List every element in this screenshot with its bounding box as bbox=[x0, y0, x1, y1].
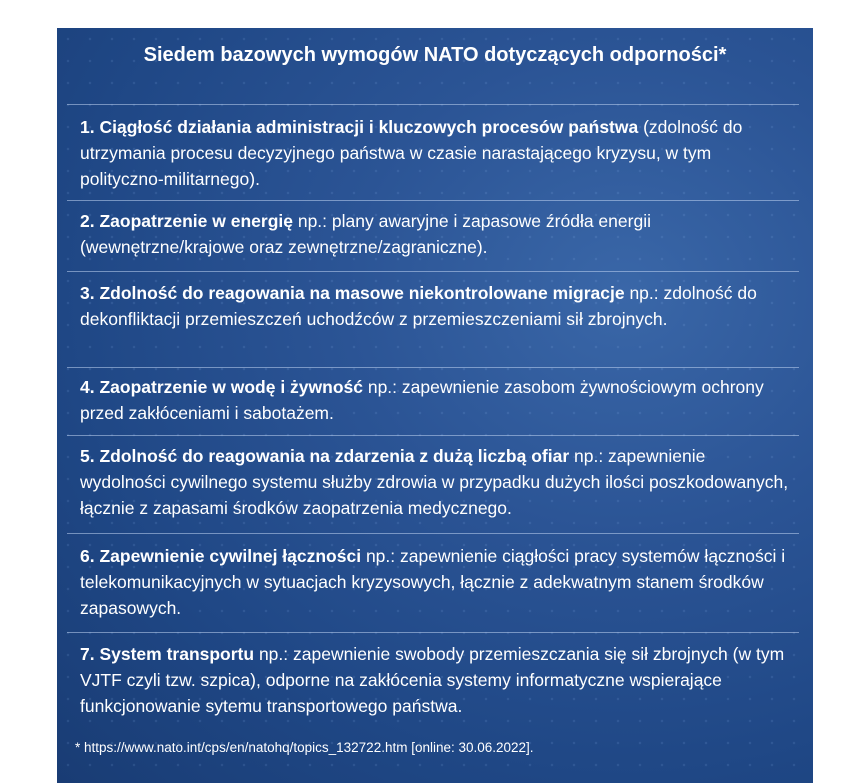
requirement-heading: 1. Ciągłość działania administracji i kluczowych procesów państwa bbox=[80, 117, 639, 137]
requirement-text: np.: zapewnienie ciągłości pracy systemów łączności i telekomunikacyjnych w sytuacjach kryzysowych, łącznie z adekwatnym stanem środków zapasowych. bbox=[80, 546, 786, 618]
requirement-heading: 5. Zdolność do reagowania na zdarzenia z dużą liczbą ofiar bbox=[80, 446, 570, 466]
divider bbox=[67, 200, 799, 201]
resilience-panel bbox=[57, 28, 813, 783]
divider bbox=[67, 104, 799, 105]
panel-title: Siedem bazowych wymogów NATO dotyczących odporności* bbox=[143, 44, 727, 66]
footnote: * https://www.nato.int/cps/en/natohq/topics_132722.htm [online: 30.06.2022]. bbox=[75, 740, 534, 755]
requirement-text: np.: zapewnienie zasobom żywnościowym ochrony przed zakłóceniami i sabotażem. bbox=[80, 377, 764, 423]
requirement-text: np.: zapewnienie swobody przemieszczania się sił zbrojnych (w tym VJTF czyli tzw. szpica), odporne na zakłócenia systemy informatyczne wspierające funkcjonowanie sytemu transportowego państwa. bbox=[80, 644, 785, 716]
requirement-item-5 bbox=[80, 443, 789, 521]
requirement-heading: 3. Zdolność do reagowania na masowe niekontrolowane migracje bbox=[80, 283, 625, 303]
requirement-item-7 bbox=[80, 641, 789, 719]
divider bbox=[67, 632, 799, 633]
requirement-text: np.: zapewnienie wydolności cywilnego systemu służby zdrowia w przypadku dużych ilości poszkodowanych, łącznie z zapasami środków zaopatrzenia medycznego. bbox=[80, 446, 789, 518]
requirement-item-1 bbox=[80, 114, 789, 192]
requirement-heading: 6. Zapewnienie cywilnej łączności bbox=[80, 546, 362, 566]
divider bbox=[67, 271, 799, 272]
requirement-item-3 bbox=[80, 280, 789, 332]
requirement-item-2 bbox=[80, 208, 789, 260]
requirement-text: (zdolność do utrzymania procesu decyzyjnego państwa w czasie narastającego kryzysu, w tym polityczno-militarnego). bbox=[80, 117, 743, 189]
requirement-text: np.: zdolność do dekonfliktacji przemieszczeń uchodźców z przemieszczeniami sił zbrojnych. bbox=[80, 283, 757, 329]
requirement-heading: 2. Zaopatrzenie w energię bbox=[80, 211, 293, 231]
divider bbox=[67, 435, 799, 436]
requirement-text: np.: plany awaryjne i zapasowe źródła energii (wewnętrzne/krajowe oraz zewnętrzne/zagraniczne). bbox=[80, 211, 651, 257]
requirement-item-6 bbox=[80, 543, 789, 621]
requirement-item-4 bbox=[80, 374, 789, 426]
divider bbox=[67, 367, 799, 368]
requirement-heading: 7. System transportu bbox=[80, 644, 255, 664]
requirement-heading: 4. Zaopatrzenie w wodę i żywność bbox=[80, 377, 363, 397]
divider bbox=[67, 533, 799, 534]
